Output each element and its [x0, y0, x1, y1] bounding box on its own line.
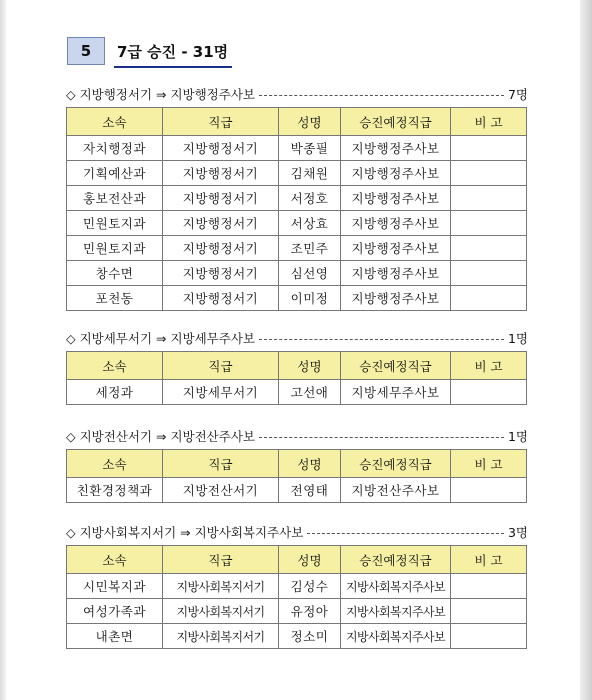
table-row	[67, 186, 527, 211]
table-cell: 지방행정서기	[163, 136, 279, 161]
table-cell	[451, 599, 527, 624]
table-cell	[451, 161, 527, 186]
table-cell: 지방행정서기	[163, 236, 279, 261]
table-row	[67, 161, 527, 186]
table-cell	[451, 211, 527, 236]
table-cell	[451, 624, 527, 649]
dashed-leader	[259, 95, 504, 96]
column-header: 비 고	[451, 108, 527, 136]
column-header: 성명	[279, 352, 341, 380]
column-header: 소속	[67, 450, 163, 478]
table-cell: 지방행정서기	[163, 161, 279, 186]
table-cell: 지방세무주사보	[341, 380, 451, 405]
section-label: ◇ 지방세무서기 ⇒ 지방세무주사보	[66, 331, 255, 346]
page-edge-right	[580, 0, 592, 700]
table-cell: 내촌면	[67, 624, 163, 649]
table-cell	[451, 186, 527, 211]
column-header: 비 고	[451, 450, 527, 478]
table-cell: 지방행정주사보	[341, 261, 451, 286]
table-cell: 지방행정서기	[163, 261, 279, 286]
table-cell	[451, 236, 527, 261]
column-header: 승진예정직급	[341, 352, 451, 380]
promotion-section	[66, 522, 528, 649]
promotion-section	[66, 84, 528, 311]
section-header	[67, 36, 228, 66]
table-cell: 지방행정주사보	[341, 186, 451, 211]
table-row	[67, 286, 527, 311]
section-heading	[66, 328, 528, 348]
promotion-section	[66, 426, 528, 503]
column-header: 승진예정직급	[341, 108, 451, 136]
dashed-leader	[307, 533, 504, 534]
title-underline	[114, 66, 232, 68]
column-header: 직급	[163, 352, 279, 380]
column-header: 직급	[163, 450, 279, 478]
table-cell: 지방전산주사보	[341, 478, 451, 503]
table-row	[67, 574, 527, 599]
table-cell: 창수면	[67, 261, 163, 286]
table-cell: 지방세무서기	[163, 380, 279, 405]
table-cell: 김성수	[279, 574, 341, 599]
table-cell	[451, 286, 527, 311]
column-header: 소속	[67, 352, 163, 380]
table-cell: 친환경정책과	[67, 478, 163, 503]
column-header: 직급	[163, 546, 279, 574]
column-header: 소속	[67, 108, 163, 136]
table-cell: 서상효	[279, 211, 341, 236]
dashed-leader	[259, 339, 504, 340]
table-cell: 심선영	[279, 261, 341, 286]
table-row	[67, 236, 527, 261]
table-cell: 지방사회복지주사보	[341, 574, 451, 599]
promotion-table	[66, 449, 527, 503]
table-cell: 지방사회복지서기	[163, 624, 279, 649]
section-count: 3명	[507, 525, 528, 540]
table-row	[67, 261, 527, 286]
table-header-row	[67, 546, 527, 574]
section-heading	[66, 522, 528, 542]
table-cell: 시민복지과	[67, 574, 163, 599]
table-cell: 지방행정서기	[163, 211, 279, 236]
column-header: 성명	[279, 546, 341, 574]
table-cell: 유정아	[279, 599, 341, 624]
promotion-section	[66, 328, 528, 405]
column-header: 승진예정직급	[341, 450, 451, 478]
table-cell: 세정과	[67, 380, 163, 405]
table-cell: 지방전산서기	[163, 478, 279, 503]
promotion-table	[66, 351, 527, 405]
table-cell	[451, 478, 527, 503]
table-row	[67, 599, 527, 624]
table-cell: 지방행정서기	[163, 186, 279, 211]
table-header-row	[67, 352, 527, 380]
section-label: ◇ 지방사회복지서기 ⇒ 지방사회복지주사보	[66, 525, 304, 540]
table-cell: 이미정	[279, 286, 341, 311]
table-cell	[451, 136, 527, 161]
column-header: 승진예정직급	[341, 546, 451, 574]
section-count: 1명	[507, 429, 528, 444]
page-title: 7급 승진 - 31명	[117, 42, 229, 61]
table-header-row	[67, 450, 527, 478]
section-label: ◇ 지방전산서기 ⇒ 지방전산주사보	[66, 429, 255, 444]
dashed-leader	[259, 437, 504, 438]
table-cell	[451, 261, 527, 286]
column-header: 비 고	[451, 352, 527, 380]
table-cell: 지방행정주사보	[341, 136, 451, 161]
table-cell: 전영태	[279, 478, 341, 503]
table-row	[67, 136, 527, 161]
table-cell: 조민주	[279, 236, 341, 261]
table-cell: 지방사회복지주사보	[341, 624, 451, 649]
table-cell: 포천동	[67, 286, 163, 311]
table-cell	[451, 380, 527, 405]
title-wrap	[117, 41, 228, 62]
table-cell: 지방행정주사보	[341, 286, 451, 311]
table-header-row	[67, 108, 527, 136]
column-header: 직급	[163, 108, 279, 136]
section-heading	[66, 84, 528, 104]
promotion-table	[66, 107, 527, 311]
table-cell: 민원토지과	[67, 211, 163, 236]
table-row	[67, 478, 527, 503]
column-header: 비 고	[451, 546, 527, 574]
table-cell: 지방행정주사보	[341, 211, 451, 236]
table-cell: 김채원	[279, 161, 341, 186]
promotion-table	[66, 545, 527, 649]
table-cell: 정소미	[279, 624, 341, 649]
table-cell: 지방사회복지주사보	[341, 599, 451, 624]
table-row	[67, 624, 527, 649]
table-cell: 지방행정주사보	[341, 161, 451, 186]
table-cell	[451, 574, 527, 599]
section-heading	[66, 426, 528, 446]
section-label: ◇ 지방행정서기 ⇒ 지방행정주사보	[66, 87, 255, 102]
table-cell: 지방행정주사보	[341, 236, 451, 261]
table-cell: 지방행정서기	[163, 286, 279, 311]
column-header: 성명	[279, 450, 341, 478]
table-cell: 기획예산과	[67, 161, 163, 186]
column-header: 소속	[67, 546, 163, 574]
page-edge-left	[0, 0, 6, 700]
column-header: 성명	[279, 108, 341, 136]
section-count: 7명	[507, 87, 528, 102]
table-cell: 여성가족과	[67, 599, 163, 624]
table-cell: 민원토지과	[67, 236, 163, 261]
table-cell: 홍보전산과	[67, 186, 163, 211]
section-number-box: 5	[67, 37, 105, 65]
table-cell: 지방사회복지서기	[163, 599, 279, 624]
table-row	[67, 380, 527, 405]
table-row	[67, 211, 527, 236]
table-cell: 서정호	[279, 186, 341, 211]
table-cell: 지방사회복지서기	[163, 574, 279, 599]
table-cell: 박종필	[279, 136, 341, 161]
section-count: 1명	[507, 331, 528, 346]
table-cell: 고선애	[279, 380, 341, 405]
table-cell: 자치행정과	[67, 136, 163, 161]
